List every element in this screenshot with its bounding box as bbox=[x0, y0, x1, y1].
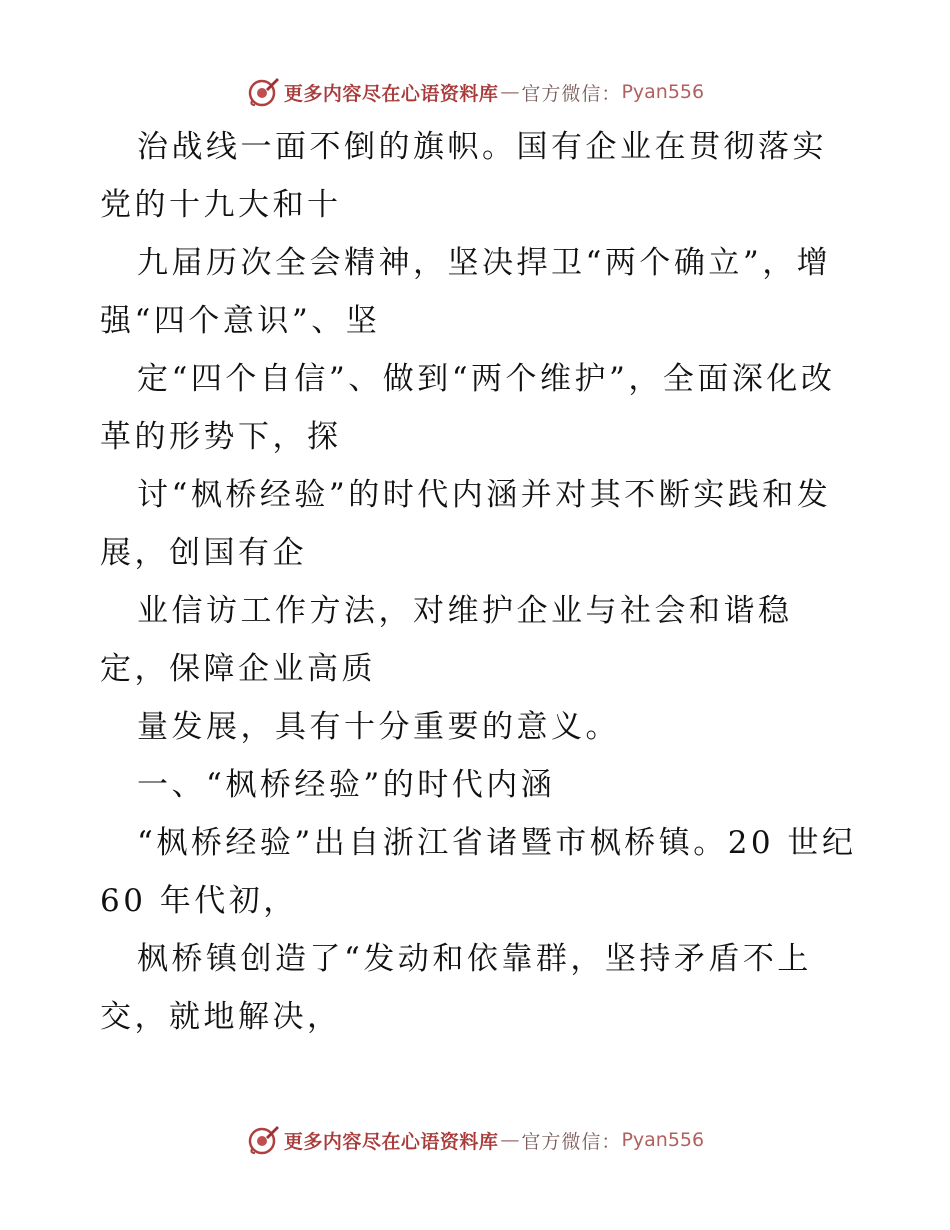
footer-watermark-banner bbox=[0, 1120, 950, 1160]
banner-brand-text: 更多内容尽在心语资料库 bbox=[283, 82, 499, 105]
body-paragraph: 讨“枫桥经验”的时代内涵并对其不断实践和发展，创国有企 bbox=[100, 477, 832, 571]
banner-dash: — bbox=[500, 81, 520, 103]
banner-brand-text: 更多内容尽在心语资料库 bbox=[283, 1130, 499, 1153]
pen-logo-icon bbox=[246, 75, 280, 109]
banner-wechat-id: Pyan556 bbox=[621, 1129, 705, 1151]
document-body bbox=[100, 118, 860, 1046]
body-paragraph: 九届历次全会精神，坚决捍卫“两个确立”，增强“四个意识”、坚 bbox=[100, 245, 832, 339]
body-paragraph: 业信访工作方法，对维护企业与社会和谐稳定，保障企业高质 bbox=[100, 593, 793, 687]
banner-dash: — bbox=[500, 1129, 520, 1151]
banner-wechat-id: Pyan556 bbox=[621, 81, 705, 103]
section-heading: 一、“枫桥经验”的时代内涵 bbox=[137, 767, 556, 803]
body-paragraph: 枫桥镇创造了“发动和依靠群，坚持矛盾不上交，就地解决， bbox=[100, 941, 812, 1035]
body-paragraph: “枫桥经验”出自浙江省诸暨市枫桥镇。20 世纪 60 年代初， bbox=[100, 825, 857, 919]
header-watermark-banner bbox=[0, 72, 950, 112]
body-paragraph: 治战线一面不倒的旗帜。国有企业在贯彻落实党的十九大和十 bbox=[100, 129, 827, 223]
pen-logo-icon bbox=[246, 1123, 280, 1157]
banner-wechat-label: 官方微信： bbox=[521, 1130, 622, 1153]
banner-wechat-label: 官方微信： bbox=[521, 82, 622, 105]
body-paragraph: 量发展，具有十分重要的意义。 bbox=[137, 709, 620, 745]
body-paragraph: 定“四个自信”、做到“两个维护”，全面深化改革的形势下，探 bbox=[100, 361, 836, 455]
